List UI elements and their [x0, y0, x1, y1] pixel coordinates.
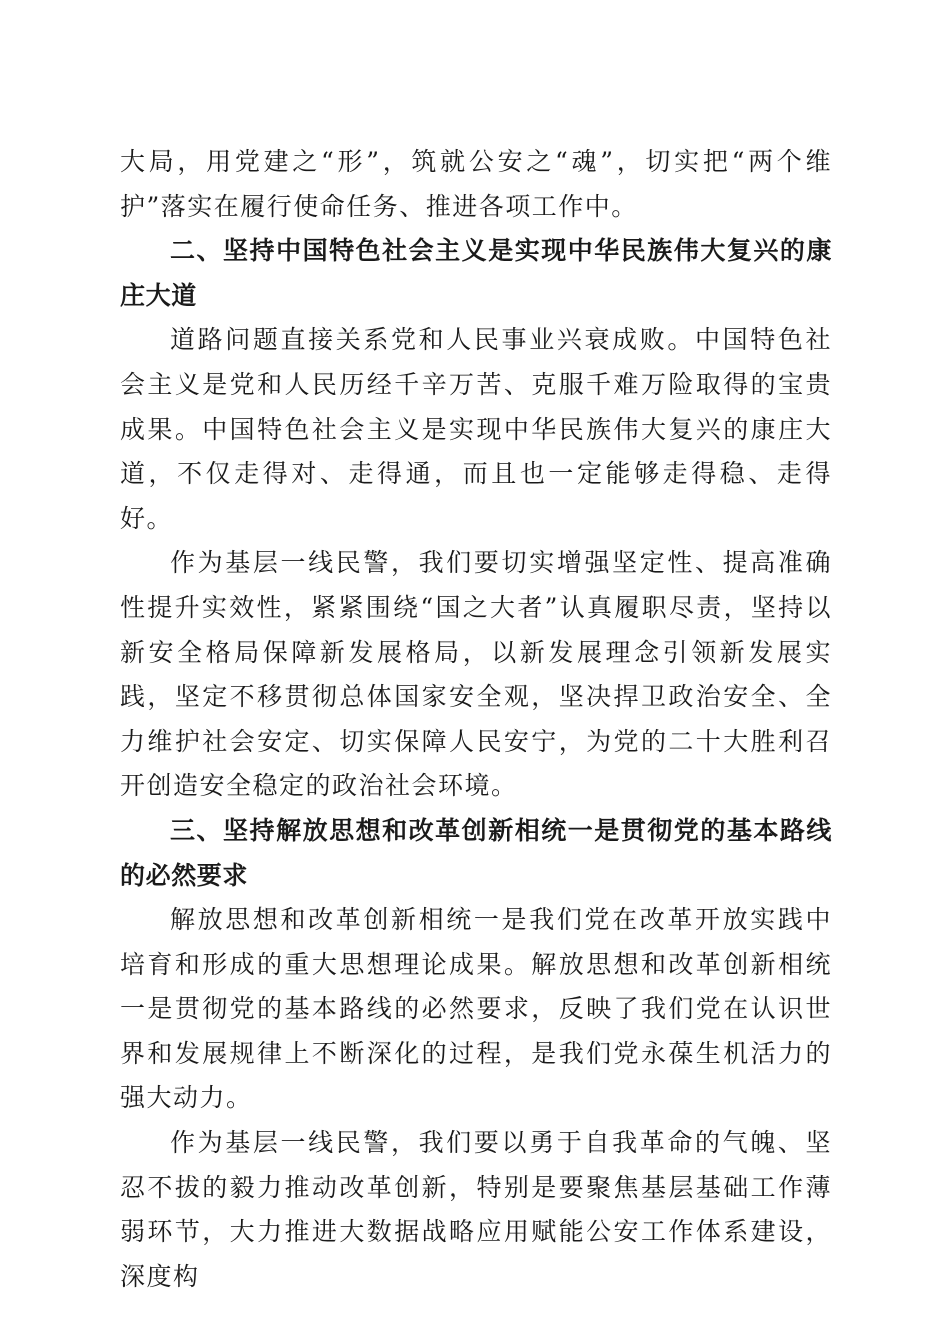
body-paragraph: 作为基层一线民警，我们要以勇于自我革命的气魄、坚忍不拔的毅力推动改革创新，特别是要聚焦基层基础工作薄弱环节，大力推进大数据战略应用赋能公安工作体系建设，深度构 — [120, 1128, 832, 1291]
body-paragraph: 解放思想和改革创新相统一是我们党在改革开放实践中培育和形成的重大思想理论成果。解放思想和改革创新相统一是贯彻党的基本路线的必然要求，反映了我们党在认识世界和发展规律上不断深化的过程，是我们党永葆生机活力的强大动力。 — [120, 905, 832, 1113]
body-paragraph: 作为基层一线民警，我们要切实增强坚定性、提高准确性提升实效性，紧紧围绕“国之大者”认真履职尽责，坚持以新安全格局保障新发展格局，以新发展理念引领新发展实践，坚定不移贯彻总体国家安全观，坚决捍卫政治安全、全力维护社会安定、切实保障人民安宁，为党的二十大胜利召开创造安全稳定的政治社会环境。 — [120, 548, 832, 801]
continuation-paragraph: 大局，用党建之“形”，筑就公安之“魂”，切实把“两个维护”落实在履行使命任务、推进各项工作中。 — [120, 147, 832, 221]
body-paragraph: 道路问题直接关系党和人民事业兴衰成败。中国特色社会主义是党和人民历经千辛万苦、克服千难万险取得的宝贵成果。中国特色社会主义是实现中华民族伟大复兴的康庄大道，不仅走得对、走得通，而且也一定能够走得稳、走得好。 — [120, 325, 832, 533]
document-page — [120, 140, 832, 1299]
section-heading-3: 三、坚持解放思想和改革创新相统一是贯彻党的基本路线的必然要求 — [120, 815, 832, 890]
section-heading-2: 二、坚持中国特色社会主义是实现中华民族伟大复兴的康庄大道 — [120, 236, 832, 310]
